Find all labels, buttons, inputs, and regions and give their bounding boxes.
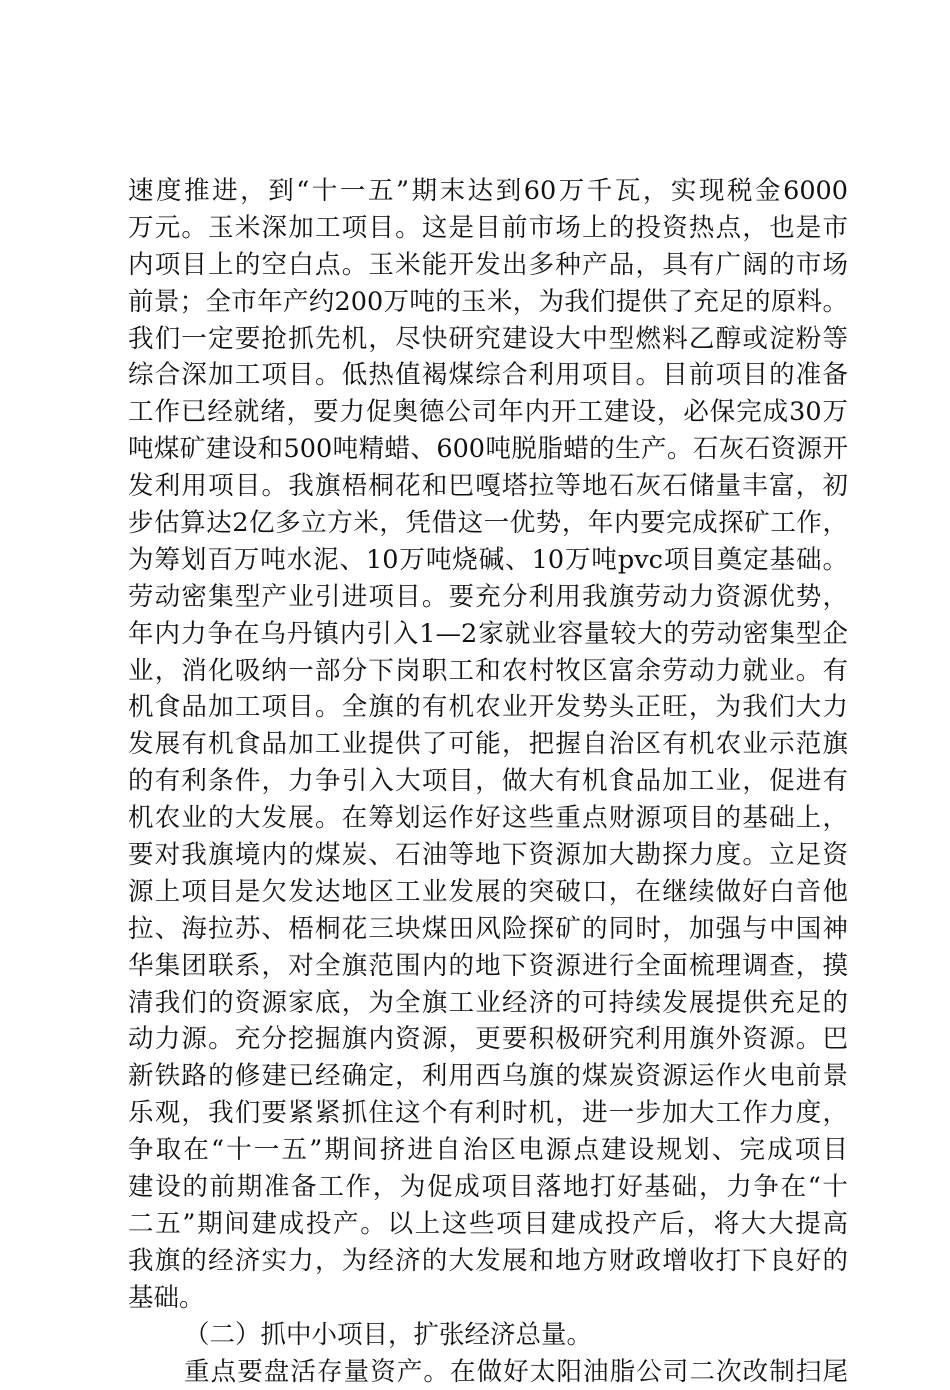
text-line: 机农业的大发展。在筹划运作好这些重点财源项目的基础上，	[128, 800, 848, 837]
text-line: 要对我旗境内的煤炭、石油等地下资源加大勘探力度。立足资	[128, 837, 848, 874]
text-line: 年内力争在乌丹镇内引入1—2家就业容量较大的劳动密集型企	[128, 616, 848, 653]
text-line: 拉、海拉苏、梧桐花三块煤田风险探矿的同时，加强与中国神	[128, 911, 848, 948]
text-line: 重点要盘活存量资产。在做好太阳油脂公司二次改制扫尾	[128, 1354, 848, 1390]
text-line: 的有利条件，力争引入大项目，做大有机食品加工业，促进有	[128, 763, 848, 800]
text-line: 发利用项目。我旗梧桐花和巴嘎塔拉等地石灰石储量丰富，初	[128, 468, 848, 505]
text-line: 二五”期间建成投产。以上这些项目建成投产后，将大大提高	[128, 1206, 848, 1243]
text-line: 内项目上的空白点。玉米能开发出多种产品，具有广阔的市场	[128, 247, 848, 284]
text-line: 步估算达2亿多立方米，凭借这一优势，年内要完成探矿工作，	[128, 505, 848, 542]
text-line: 速度推进，到“十一五”期末达到60万千瓦，实现税金6000	[128, 173, 848, 210]
text-line: （二）抓中小项目，扩张经济总量。	[128, 1317, 848, 1354]
text-line: 吨煤矿建设和500吨精蜡、600吨脱脂蜡的生产。石灰石资源开	[128, 431, 848, 468]
text-line: 工作已经就绪，要力促奥德公司年内开工建设，必保完成30万	[128, 394, 848, 431]
text-line: 前景；全市年产约200万吨的玉米，为我们提供了充足的原料。	[128, 284, 848, 321]
text-line: 为筹划百万吨水泥、10万吨烧碱、10万吨pvc项目奠定基础。	[128, 542, 848, 579]
text-line: 基础。	[128, 1280, 848, 1317]
text-line: 建设的前期准备工作，为促成项目落地打好基础，力争在“十	[128, 1169, 848, 1206]
body-text	[128, 173, 848, 1390]
text-line: 源上项目是欠发达地区工业发展的突破口，在继续做好白音他	[128, 874, 848, 911]
text-line: 新铁路的修建已经确定，利用西乌旗的煤炭资源运作火电前景	[128, 1058, 848, 1095]
text-line: 我们一定要抢抓先机，尽快研究建设大中型燃料乙醇或淀粉等	[128, 321, 848, 358]
text-line: 乐观，我们要紧紧抓住这个有利时机，进一步加大工作力度，	[128, 1095, 848, 1132]
text-line: 动力源。充分挖掘旗内资源，更要积极研究利用旗外资源。巴	[128, 1021, 848, 1058]
text-line: 发展有机食品加工业提供了可能，把握自治区有机农业示范旗	[128, 726, 848, 763]
text-line: 劳动密集型产业引进项目。要充分利用我旗劳动力资源优势，	[128, 579, 848, 616]
text-line: 华集团联系，对全旗范围内的地下资源进行全面梳理调查，摸	[128, 948, 848, 985]
text-line: 万元。玉米深加工项目。这是目前市场上的投资热点，也是市	[128, 210, 848, 247]
text-line: 争取在“十一五”期间挤进自治区电源点建设规划、完成项目	[128, 1132, 848, 1169]
text-line: 我旗的经济实力，为经济的大发展和地方财政增收打下良好的	[128, 1243, 848, 1280]
text-line: 综合深加工项目。低热值褐煤综合利用项目。目前项目的准备	[128, 357, 848, 394]
text-line: 清我们的资源家底，为全旗工业经济的可持续发展提供充足的	[128, 985, 848, 1022]
text-line: 业，消化吸纳一部分下岗职工和农村牧区富余劳动力就业。有	[128, 653, 848, 690]
text-line: 机食品加工项目。全旗的有机农业开发势头正旺，为我们大力	[128, 689, 848, 726]
